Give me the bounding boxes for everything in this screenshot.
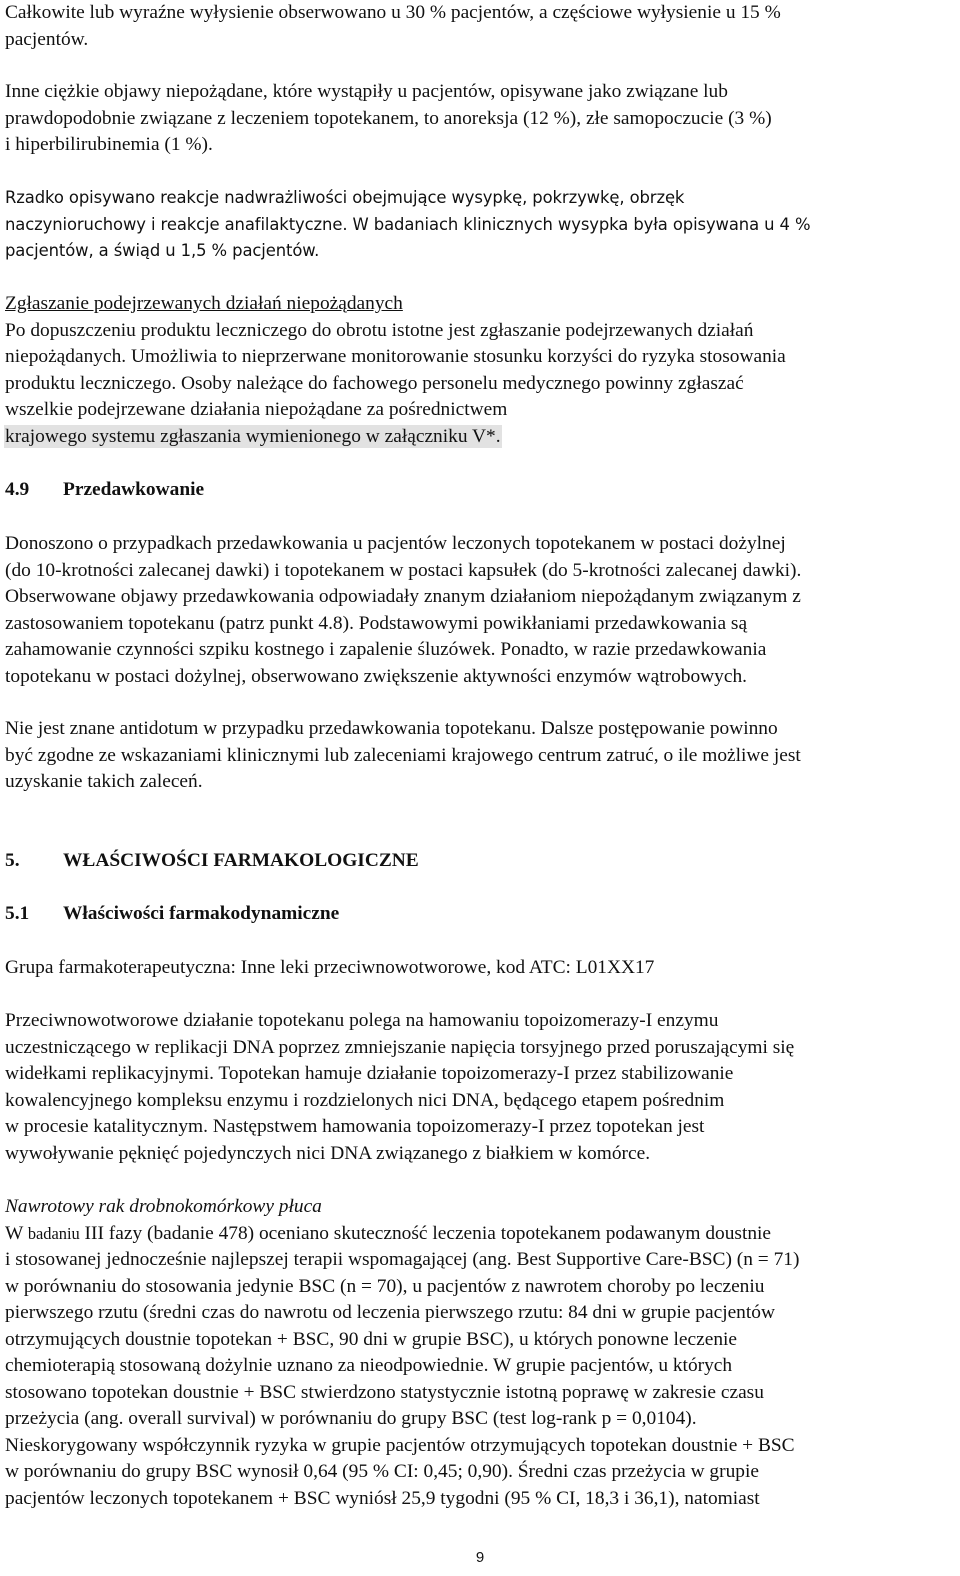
- paragraph-overdose: [5, 531, 955, 690]
- text-line: topotekanu w postaci dożylnej, obserwowano zwiększenie aktywności enzymów wątrobowych.: [5, 665, 748, 687]
- text-line: Inne ciężkie objawy niepożądane, które wystąpiły u pacjentów, opisywane jako związane lub: [5, 81, 728, 102]
- text-line: kowalencyjnego kompleksu enzymu i rozdzielonych nici DNA, będącego etapem pośrednim: [5, 1089, 725, 1111]
- document-page: [5, 0, 955, 1576]
- text-line: i hiperbilirubinemia (1 %).: [5, 134, 213, 155]
- section-title: Właściwości farmakodynamiczne: [63, 903, 340, 924]
- section-title: WŁAŚCIWOŚCI FARMAKOLOGICZNE: [63, 850, 419, 871]
- section-number: 5.: [5, 850, 20, 871]
- highlighted-reference: krajowego systemu zgłaszania wymienionego w załączniku V*.: [5, 425, 501, 447]
- section-heading-5: [5, 848, 419, 875]
- text-line: pacjentów.: [5, 28, 89, 50]
- text-line: otrzymujących doustnie topotekan + BSC, 90 dni w grupie BSC), u których ponowne leczenie: [5, 1328, 738, 1350]
- text-line: Donoszono o przypadkach przedawkowania u pacjentów leczonych topotekanem w postaci dożylnej: [5, 533, 786, 554]
- text-line: chemioterapią stosowaną dożylnie uznano za nieodpowiednie. W grupie pacjentów, u których: [5, 1355, 733, 1376]
- reporting-title: Zgłaszanie podejrzewanych działań niepożądanych: [5, 293, 403, 314]
- paragraph-pharmacotherapeutic-group: [5, 955, 955, 982]
- paragraph-severe-adverse-events: [5, 79, 955, 159]
- section-number: 5.1: [5, 903, 30, 924]
- paragraph-alopecia: [5, 0, 955, 53]
- page-number: 9: [475, 1549, 485, 1566]
- text-line: wywoływanie pęknięć pojedynczych nici DNA związanego z białkiem w komórce.: [5, 1142, 651, 1164]
- text-line: przeżycia (ang. overall survival) w porównaniu do grupy BSC (test log-rank p = 0,0104).: [5, 1408, 697, 1429]
- text-line: prawdopodobnie związane z leczeniem topotekanem, to anoreksja (12 %), złe samopoczucie (3 %): [5, 107, 772, 129]
- text-line: pacjentów leczonych topotekanem + BSC wyniósł 25,9 tygodni (95 % CI, 18,3 i 36,1), natomiast: [5, 1487, 760, 1509]
- text-line: [5, 424, 955, 451]
- text-line: niepożądanych. Umożliwia to nieprzerwane monitorowanie stosunku korzyści do ryzyka stosowania: [5, 346, 786, 367]
- text-segment: naczynioruchowy i reakcje anafilaktyczne.: [5, 214, 348, 234]
- text-line: stosowano topotekan doustnie + BSC stwierdzono statystycznie istotną poprawę w zakresie czasu: [5, 1381, 764, 1403]
- section-heading-5-1: [5, 901, 339, 928]
- section-heading-4-9: [5, 477, 204, 504]
- text-line: zahamowanie czynności szpiku kostnego i zapalenie śluzówek. Ponadto, w razie przedawkowania: [5, 639, 767, 660]
- text-line: i stosowanej jednocześnie najlepszej terapii wspomagającej (ang. Best Supportive Care-BSC) (n = 71): [5, 1249, 800, 1270]
- text-line: Obserwowane objawy przedawkowania odpowiadały znanym działaniom niepożądanym związanym z: [5, 586, 801, 607]
- paragraph-mechanism: [5, 1008, 955, 1167]
- text-line: produktu leczniczego. Osoby należące do fachowego personelu medycznego powinny zgłaszać: [5, 372, 744, 394]
- text-line: pierwszego rzutu (średni czas do nawrotu od leczenia pierwszego rzutu: 84 dni w grupie pacjentów: [5, 1302, 775, 1323]
- text-line: Nieskorygowany współczynnik ryzyka w grupie pacjentów otrzymujących topotekan doustnie + BSC: [5, 1434, 795, 1456]
- paragraph-hypersensitivity: [5, 185, 955, 265]
- text-line: [5, 212, 955, 239]
- text-line: Całkowite lub wyraźne wyłysienie obserwowano u 30 % pacjentów, a częściowe wyłysienie u 15 %: [5, 2, 781, 23]
- text-line: (do 10-krotności zalecanej dawki) i topotekanem w postaci kapsułek (do 5-krotności zalecanej dawki).: [5, 559, 802, 581]
- paragraph-reporting: [5, 291, 955, 450]
- text-line: [5, 1221, 955, 1248]
- text-line: w procesie katalitycznym. Następstwem hamowania topoizomerazy-I przez topotekan jest: [5, 1116, 705, 1137]
- text-line: być zgodne ze wskazaniami klinicznymi lub zaleceniami krajowego centrum zatruć, o ile możliwe jest: [5, 744, 801, 766]
- text-segment: III fazy (badanie 478) oceniano skuteczność leczenia topotekanem podawanym doustnie: [79, 1222, 772, 1244]
- text-line: pacjentów, a świąd u 1,5 % pacjentów.: [5, 241, 320, 260]
- subsection-title: Nawrotowy rak drobnokomórkowy płuca: [5, 1196, 322, 1217]
- text-line: widełkami replikacyjnymi. Topotekan hamuje działanie topoizomerazy-I przez stabilizowanie: [5, 1063, 734, 1084]
- text-segment: badaniu: [27, 1223, 80, 1243]
- text-line: Po dopuszczeniu produktu leczniczego do obrotu istotne jest zgłaszanie podejrzewanych działań: [5, 319, 754, 341]
- text-segment: W badaniach klinicznych wysypka była opisywana u 4 %: [347, 214, 811, 234]
- text-line: Przeciwnowotworowe działanie topotekanu polega na hamowaniu topoizomerazy-I enzymu: [5, 1010, 719, 1031]
- text-line: uczestniczącego w replikacji DNA poprzez zmniejszanie napięcia torsyjnego przed poruszającymi się: [5, 1036, 795, 1058]
- text-line: w porównaniu do grupy BSC wynosił 0,64 (95 % CI: 0,45; 0,90). Średni czas przeżycia w grupie: [5, 1461, 759, 1482]
- text-line: Nie jest znane antidotum w przypadku przedawkowania topotekanu. Dalsze postępowanie powinno: [5, 718, 778, 739]
- text-segment: W: [5, 1222, 28, 1244]
- paragraph-sclc: [5, 1194, 955, 1512]
- text-line: zastosowaniem topotekanu (patrz punkt 4.8). Podstawowymi powikłaniami przedawkowania są: [5, 612, 748, 634]
- text-line: Grupa farmakoterapeutyczna: Inne leki przeciwnowotworowe, kod ATC: L01XX17: [5, 957, 655, 978]
- text-line: w porównaniu do stosowania jedynie BSC (n = 70), u pacjentów z nawrotem choroby po leczeniu: [5, 1275, 765, 1297]
- paragraph-antidote: [5, 716, 955, 796]
- text-line: wszelkie podejrzewane działania niepożądane za pośrednictwem: [5, 399, 508, 420]
- section-title: Przedawkowanie: [63, 479, 205, 500]
- section-number: 4.9: [5, 479, 30, 500]
- text-line: Rzadko opisywano reakcje nadwrażliwości obejmujące wysypkę, pokrzywkę, obrzęk: [5, 188, 685, 207]
- text-line: uzyskanie takich zaleceń.: [5, 771, 203, 792]
